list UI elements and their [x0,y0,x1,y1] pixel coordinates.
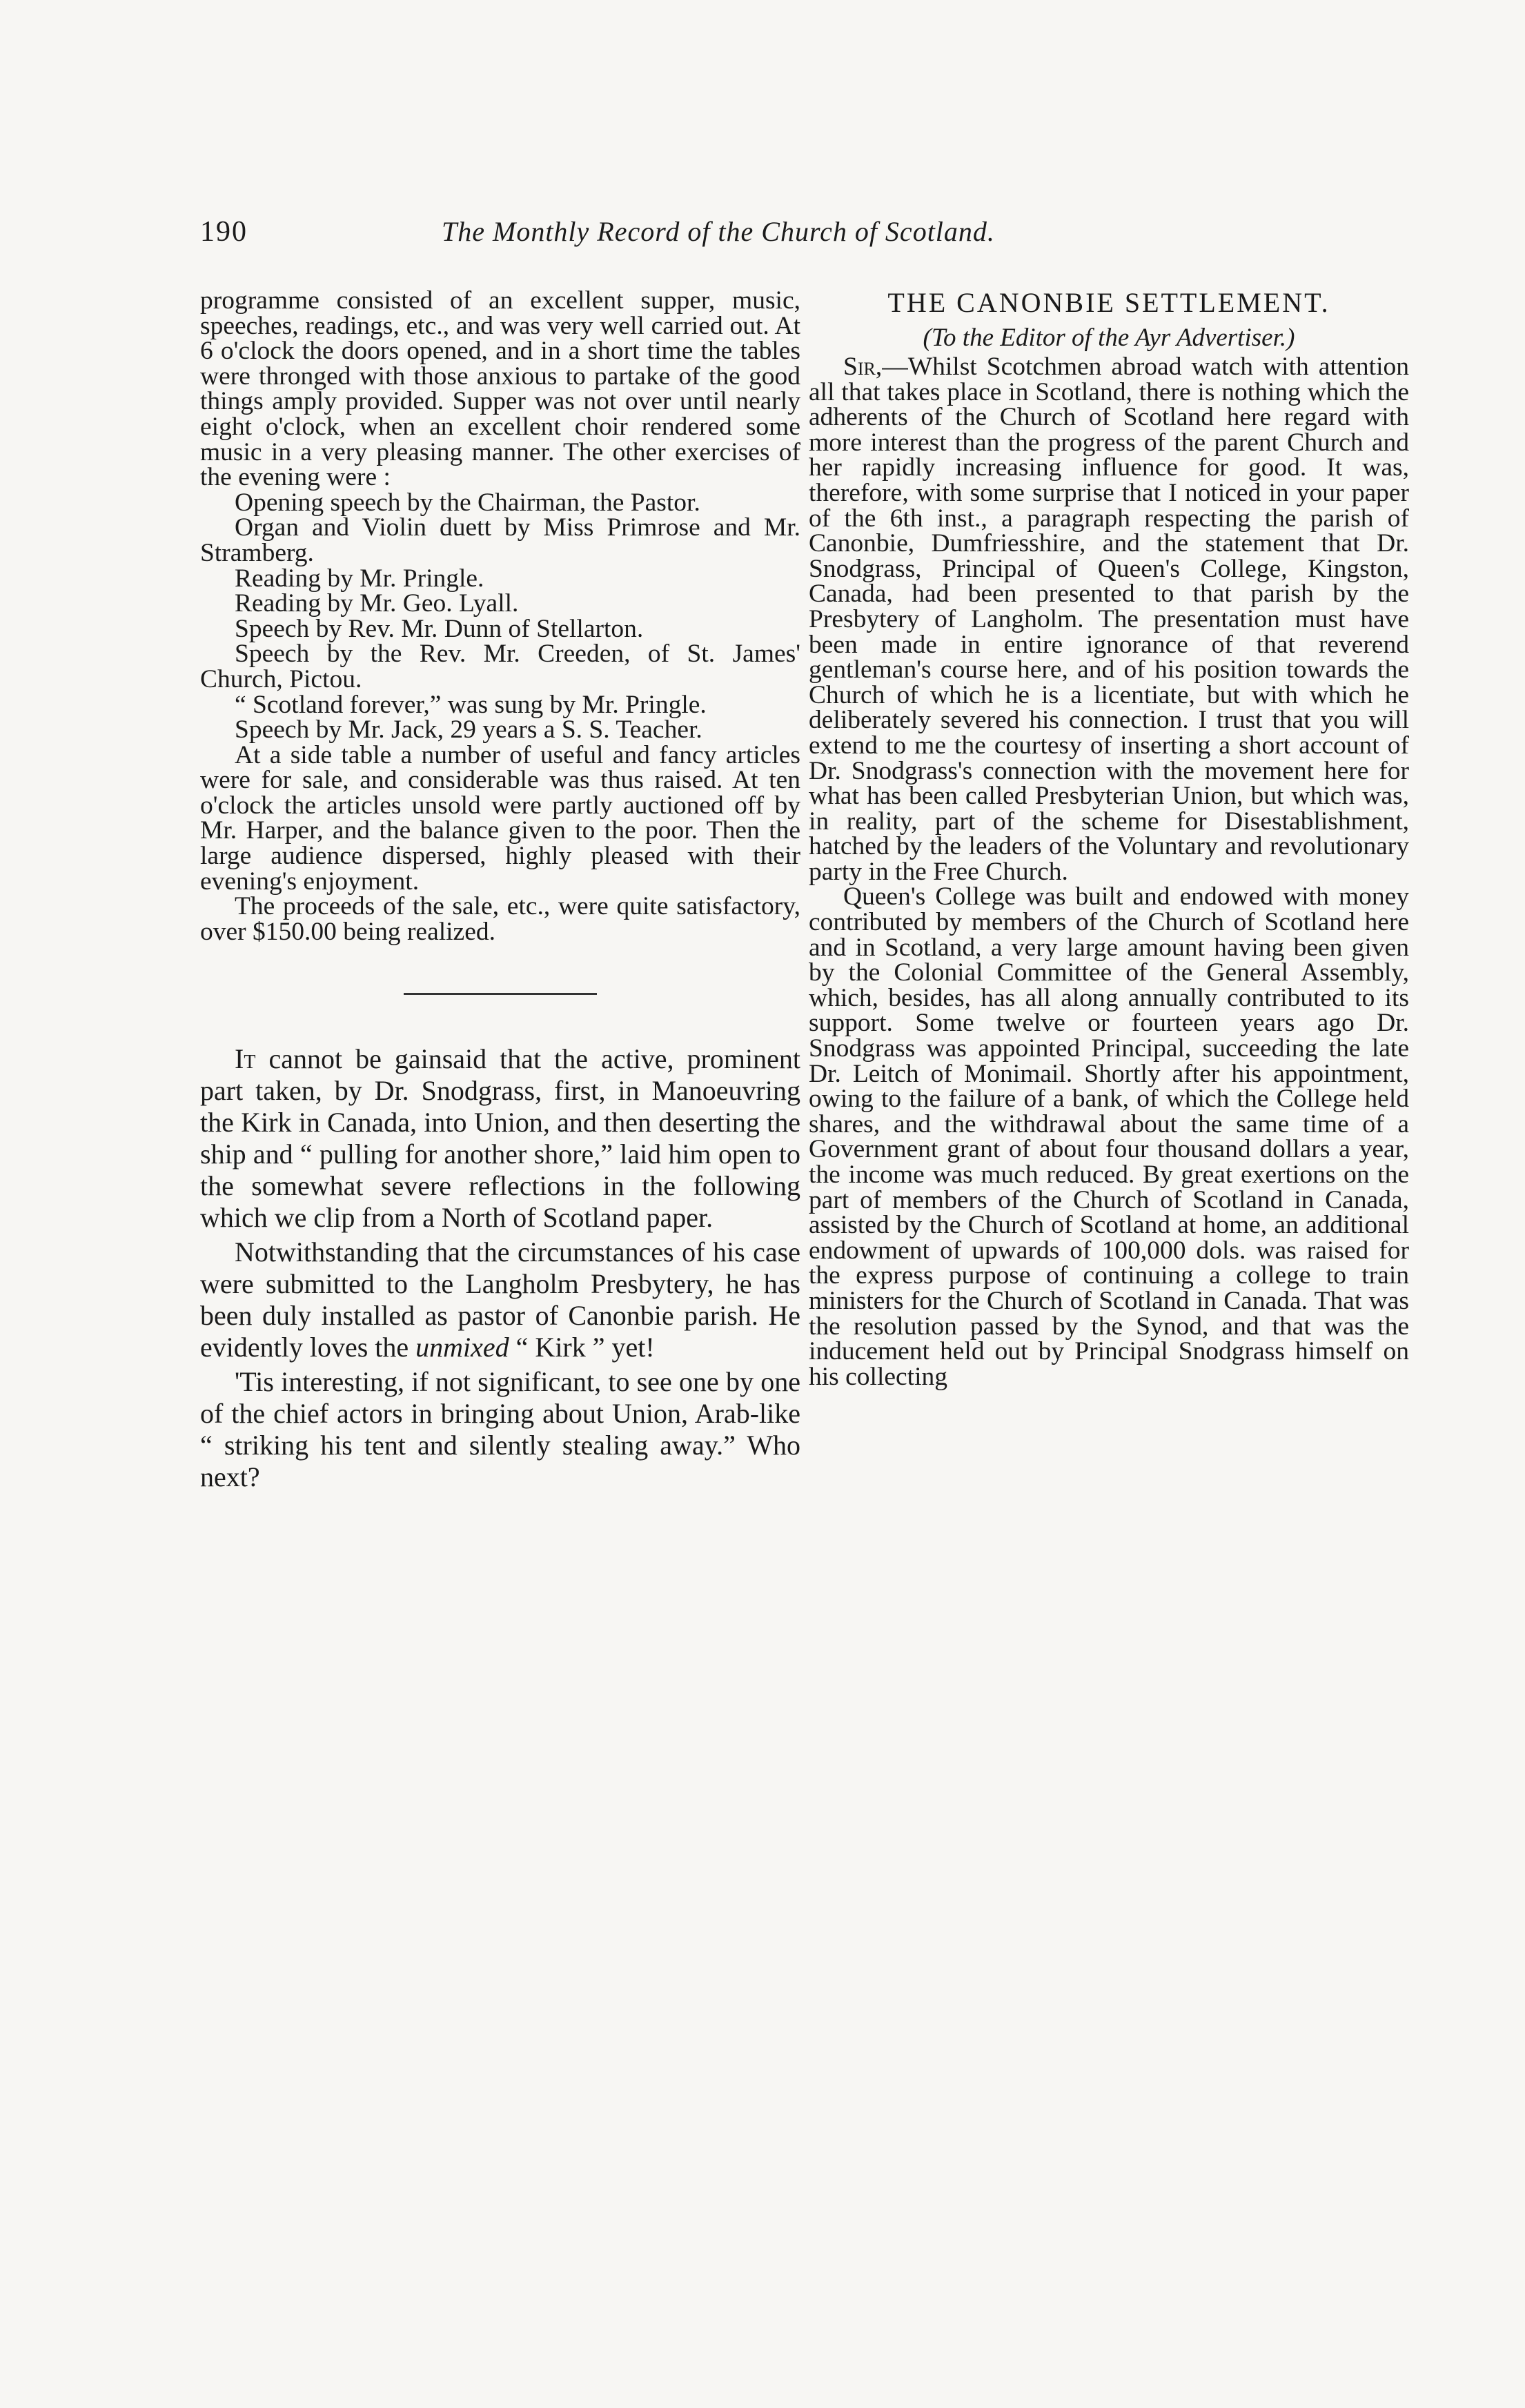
programme-item: Speech by Mr. Jack, 29 years a S. S. Teacher. [235,716,702,744]
drop-lead: It [235,1043,256,1075]
letter-paragraph: Sir,—Whilst Scotchmen abroad watch with attention all that takes place in Scotland, there is nothing which the adherents of the Church of Scotland here regard with more interest than the progress of the parent Church and her rapidly increasing influence for good. It was, therefore, with some surprise that I noticed in your paper of the 6th inst., a paragraph respecting the parish of Canonbie, Dumfriesshire, and the statement that Dr. Snodgrass, Principal of Queen's College, Kingston, Canada, had been presented to that parish by the Presbytery of Langholm. The presentation must have been made in entire ignorance of that reverend gentleman's course here, and of his position towards the Church of which he is a licentiate, but with which he deliberately severed his connection. I trust that you will extend to me the courtesy of inserting a short account of Dr. Snodgrass's connection with the movement here for what has been called Presbyterian Union, but which was, in reality, part of the scheme for Disestablishment, hatched by the leaders of the Voluntary and revolutionary party in the Free Church. [809,353,1409,886]
report-paragraph: The proceeds of the sale, etc., were quite satisfactory, over $150.00 being realized. [200,892,800,946]
programme-item: Organ and Violin duett by Miss Primrose and Mr. Stramberg. [200,513,800,567]
editorial-paragraph: It cannot be gainsaid that the active, prominent part taken, by Dr. Snodgrass, first, in Manoeuvring the Kirk in Canada, into Union, and then deserting the ship and “ pulling for another shore,” laid him open to the somewhat severe reflections in the following which we clip from a North of Scotland paper. [200,1043,800,1234]
journal-title: The Monthly Record of the Church of Scotland. [442,216,995,247]
programme-item: Reading by Mr. Geo. Lyall. [235,589,519,618]
emphasis: unmixed [415,1332,509,1363]
left-column [200,288,800,1496]
editorial-note [200,1043,800,1493]
programme-item: Opening speech by the Chairman, the Pastor. [235,488,700,517]
article-title: THE CANONBIE SETTLEMENT. [887,287,1330,318]
salutation: Sir, [843,353,883,381]
editorial-paragraph: Notwithstanding that the circumstances of his case were submitted to the Langholm Presbytery, he has been duly installed as pastor of Canonbie parish. He evidently loves the unmixed “ Kirk ” yet! [200,1236,800,1363]
running-head [200,215,1408,257]
right-column [809,288,1409,1390]
section-divider [404,993,597,995]
page-number: 190 [200,216,248,248]
article-subtitle: (To the Editor of the Ayr Advertiser.) [923,324,1295,352]
programme-item: Reading by Mr. Pringle. [235,564,484,593]
report-paragraph: programme consisted of an excellent supper, music, speeches, readings, etc., and was very well carried out. At 6 o'clock the doors opened, and in a short time the tables were thronged with those anxious to partake of the good things amply provided. Supper was not over until nearly eight o'clock, when an excellent choir rendered some music in a very pleasing manner. The other exercises of the evening were : [200,286,800,492]
programme-item: Speech by the Rev. Mr. Creeden, of St. James' Church, Pictou. [200,640,800,693]
editorial-paragraph: 'Tis interesting, if not significant, to see one by one of the chief actors in bringing about Union, Arab-like “ striking his tent and silently stealing away.” Who next? [200,1366,800,1493]
report-paragraph: At a side table a number of useful and fancy articles were for sale, and considerable was thus raised. At ten o'clock the articles unsold were partly auctioned off by Mr. Harper, and the balance given to the poor. Then the large audience dispersed, highly pleased with their evening's enjoyment. [200,740,800,896]
programme-item: “ Scotland forever,” was sung by Mr. Pringle. [235,690,707,719]
letter-paragraph: Queen's College was built and endowed with money contributed by members of the Church of Scotland here and in Scotland, a very large amount having been given by the Colonial Committee of the General Assembly, which, besides, has all along annually contributed to its support. Some twelve or fourteen years ago Dr. Snodgrass was appointed Principal, succeeding the late Dr. Leitch of Monimail. Shortly after his appointment, owing to the failure of a bank, of which the College held shares, and the withdrawal about the same time of a Government grant of about four thousand dollars a year, the income was much reduced. By great exertions on the part of members of the Church of Scotland in Canada, assisted by the Church of Scotland at home, an additional endowment of upwards of 100,000 dols. was raised for the express purpose of continuing a college to train ministers for the Church of Scotland in Canada. That was the resolution passed by the Synod, and that was the inducement held out by Principal Snodgrass himself on his collecting [809,882,1409,1391]
programme-item: Speech by Rev. Mr. Dunn of Stellarton. [235,614,644,643]
